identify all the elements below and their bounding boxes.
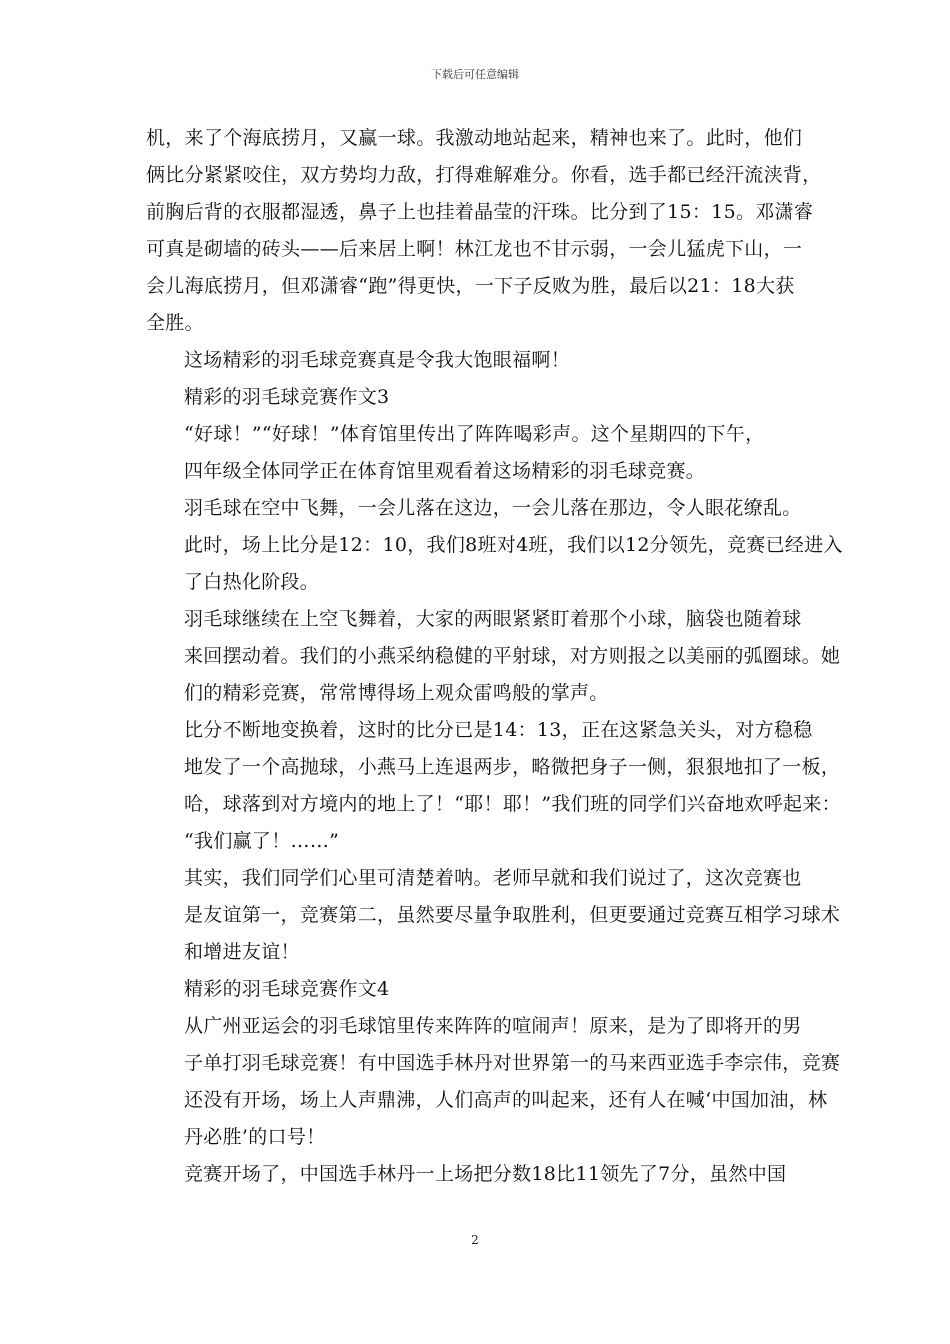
text-line: “好球！”“好球！”体育馆里传出了阵阵喝彩声。这个星期四的下午， — [184, 423, 765, 445]
paragraph — [146, 860, 841, 971]
document-body — [146, 120, 843, 1193]
text-line: 子单打羽毛球竞赛！有中国选手林丹对世界第一的马来西亚选手李宗伟，竞赛 — [184, 1052, 841, 1074]
text-line: 丹必胜’的口号！ — [184, 1126, 326, 1148]
paragraph — [146, 1156, 816, 1193]
text-line: 地发了一个高抛球，小燕马上连退两步，略微把身子一侧，狠狠地扣了一板， — [184, 756, 841, 778]
paragraph — [146, 971, 816, 1008]
text-line: 这场精彩的羽毛球竞赛真是令我大饱眼福啊！ — [184, 349, 571, 371]
text-line: 从广州亚运会的羽毛球馆里传来阵阵的喧闹声！原来，是为了即将开的男 — [184, 1015, 802, 1037]
text-line: 四年级全体同学正在体育馆里观看着这场精彩的羽毛球竞赛。 — [184, 460, 706, 482]
paragraph — [146, 490, 843, 601]
paragraph — [146, 120, 822, 342]
paragraph — [146, 1008, 841, 1156]
text-line: 羽毛球继续在上空飞舞着，大家的两眼紧紧盯着那个小球，脑袋也随着球 — [184, 608, 802, 630]
text-line: 会儿海底捞月，但邓潇睿“跑”得更快，一下子反败为胜，最后以21：18大获 — [146, 275, 795, 297]
text-line: 前胸后背的衣服都湿透，鼻子上也挂着晶莹的汗珠。比分到了15：15。邓潇睿 — [146, 201, 814, 223]
text-line: 机，来了个海底捞月，又赢一球。我激动地站起来，精神也来了。此时，他们 — [146, 127, 803, 149]
paragraph — [146, 342, 816, 379]
paragraph — [146, 416, 816, 490]
paragraph — [146, 379, 816, 416]
text-line: 俩比分紧紧咬住，双方势均力敌，打得难解难分。你看，选手都已经汗流浃背， — [146, 164, 822, 186]
text-line: 羽毛球在空中飞舞，一会儿落在这边，一会儿落在那边，令人眼花缭乱。 — [184, 497, 802, 519]
page-number: 2 — [471, 1233, 479, 1247]
text-line: 其实，我们同学们心里可清楚着呐。老师早就和我们说过了，这次竞赛也 — [184, 867, 802, 889]
text-line: 精彩的羽毛球竞赛作文3 — [184, 386, 390, 408]
text-line: 竞赛开场了，中国选手林丹一上场把分数18比11领先了7分，虽然中国 — [184, 1163, 787, 1185]
page-header: 下载后可任意编辑 — [431, 68, 519, 81]
text-line: 是友谊第一，竞赛第二，虽然要尽量争取胜利，但更要通过竞赛互相学习球术 — [184, 904, 841, 926]
text-line: 和增进友谊！ — [184, 941, 300, 963]
text-line: 精彩的羽毛球竞赛作文4 — [184, 978, 390, 1000]
text-line: “我们赢了！……” — [184, 830, 340, 852]
text-line: 此时，场上比分是12：10，我们8班对4班，我们以12分领先，竞赛已经进入 — [184, 534, 843, 556]
text-line: 了白热化阶段。 — [184, 571, 320, 593]
text-line: 可真是砌墙的砖头——后来居上啊！林江龙也不甘示弱，一会儿猛虎下山，一 — [146, 238, 803, 260]
text-line: 来回摆动着。我们的小燕采纳稳健的平射球，对方则报之以美丽的弧圈球。她 — [184, 645, 841, 667]
text-line: 哈，球落到对方境内的地上了！“耶！耶！”我们班的同学们兴奋地欢呼起来： — [184, 793, 841, 815]
paragraph — [146, 712, 841, 860]
paragraph — [146, 601, 841, 712]
text-line: 还没有开场，场上人声鼎沸，人们高声的叫起来，还有人在喊‘中国加油，林 — [184, 1089, 828, 1111]
text-line: 比分不断地变换着，这时的比分已是14：13，正在这紧急关头，对方稳稳 — [184, 719, 813, 741]
text-line: 们的精彩竞赛，常常博得场上观众雷鸣般的掌声。 — [184, 682, 609, 704]
text-line: 全胜。 — [146, 312, 204, 334]
